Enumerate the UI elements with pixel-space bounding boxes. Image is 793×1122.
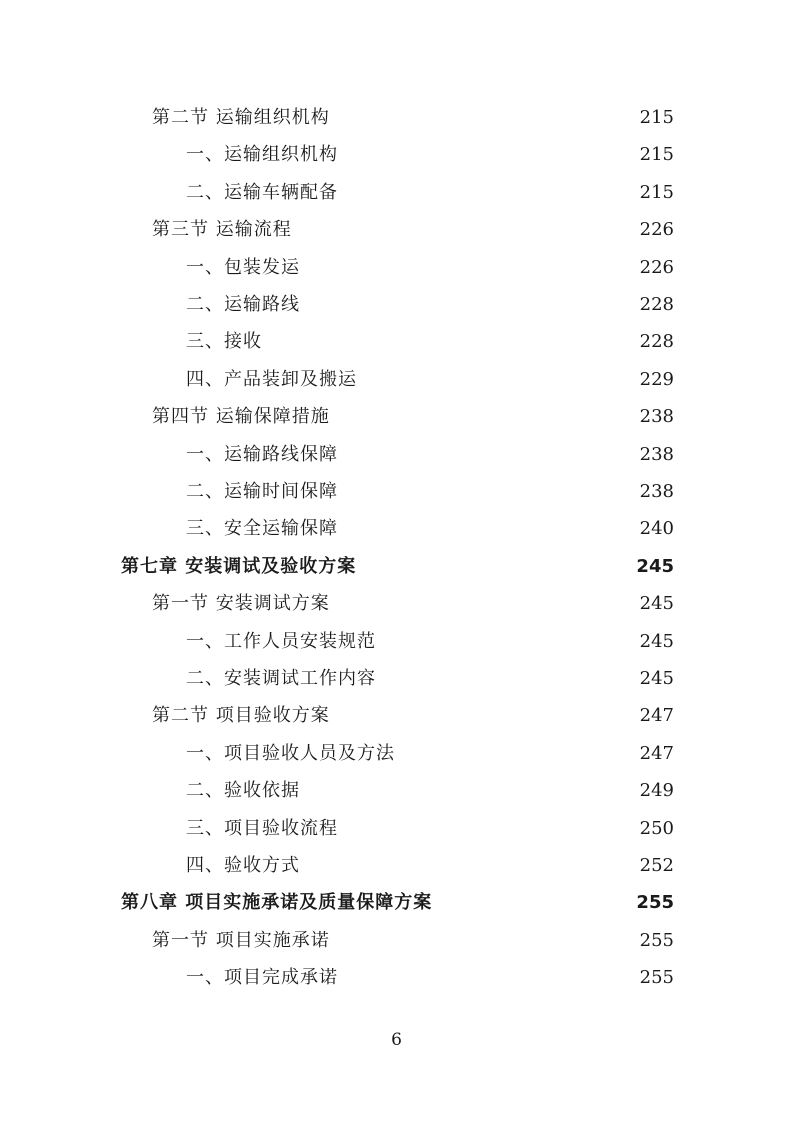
toc-section-entry[interactable]	[152, 926, 674, 956]
toc-dot-leader	[344, 140, 634, 170]
toc-dot-leader	[344, 963, 634, 993]
toc-dot-leader	[336, 701, 634, 731]
toc-entry-page: 238	[639, 443, 674, 465]
toc-dot-leader	[298, 215, 634, 245]
toc-dot-leader	[401, 739, 634, 769]
toc-subsection-entry[interactable]	[186, 851, 674, 881]
toc-dot-leader	[336, 926, 634, 956]
toc-dot-leader	[306, 776, 634, 806]
toc-entry-title: 第四节 运输保障措施	[152, 406, 330, 428]
toc-entry-page: 226	[639, 256, 674, 278]
toc-section-entry[interactable]	[152, 215, 674, 245]
toc-entry-title: 第七章 安装调试及验收方案	[121, 555, 357, 577]
toc-entry-page: 255	[636, 892, 674, 914]
toc-subsection-entry[interactable]	[186, 178, 674, 208]
toc-entry-title: 三、项目验收流程	[186, 817, 338, 839]
toc-entry-page: 250	[639, 817, 674, 839]
toc-entry-page: 228	[639, 331, 674, 353]
toc-entry-page: 226	[639, 219, 674, 241]
toc-dot-leader	[344, 178, 634, 208]
toc-entry-title: 第一节 项目实施承诺	[152, 929, 330, 951]
toc-entry-page: 215	[639, 107, 674, 128]
toc-subsection-entry[interactable]	[186, 290, 674, 320]
toc-entry-title: 一、运输路线保障	[186, 443, 338, 465]
toc-entry-page: 247	[639, 742, 674, 764]
toc-dot-leader	[336, 103, 634, 133]
toc-chapter-entry[interactable]	[121, 552, 674, 582]
toc-subsection-entry[interactable]	[186, 327, 674, 357]
toc-subsection-entry[interactable]	[186, 963, 674, 993]
toc-entry-title: 一、运输组织机构	[186, 144, 338, 166]
toc-entry-title: 第二节 运输组织机构	[152, 107, 330, 128]
toc-dot-leader	[306, 851, 634, 881]
toc-entry-page: 252	[639, 855, 674, 876]
toc-entry-title: 一、包装发运	[186, 256, 300, 278]
toc-subsection-entry[interactable]	[186, 814, 674, 844]
toc-entry-title: 四、验收方式	[186, 855, 300, 876]
toc-entry-page: 238	[639, 406, 674, 428]
toc-subsection-entry[interactable]	[186, 140, 674, 170]
toc-dot-leader	[382, 627, 634, 657]
toc-dot-leader	[344, 514, 634, 544]
toc-entry-page: 229	[639, 368, 674, 390]
toc-entry-title: 二、运输时间保障	[186, 481, 338, 502]
toc-entry-page: 215	[639, 181, 674, 203]
toc-entry-page: 245	[639, 593, 674, 615]
toc-dot-leader	[344, 814, 634, 844]
toc-section-entry[interactable]	[152, 589, 674, 619]
page-number: 6	[391, 1030, 402, 1050]
toc-entry-title: 第三节 运输流程	[152, 219, 292, 241]
toc-entry-page: 249	[639, 780, 674, 802]
toc-subsection-entry[interactable]	[186, 477, 674, 507]
toc-dot-leader	[268, 327, 634, 357]
toc-entry-page: 238	[639, 481, 674, 502]
toc-dot-leader	[336, 402, 634, 432]
toc-entry-page: 240	[639, 518, 674, 540]
toc-section-entry[interactable]	[152, 701, 674, 731]
toc-entry-title: 二、运输车辆配备	[186, 181, 338, 203]
toc-entry-page: 215	[639, 144, 674, 166]
toc-entry-title: 二、安装调试工作内容	[186, 668, 376, 689]
toc-entry-title: 第八章 项目实施承诺及质量保障方案	[121, 892, 433, 914]
toc-entry-page: 245	[639, 668, 674, 689]
toc-subsection-entry[interactable]	[186, 440, 674, 470]
toc-entry-page: 255	[639, 929, 674, 951]
toc-entry-page: 245	[636, 555, 674, 577]
toc-subsection-entry[interactable]	[186, 664, 674, 694]
toc-dot-leader	[306, 253, 634, 283]
toc-subsection-entry[interactable]	[186, 514, 674, 544]
toc-entry-title: 三、安全运输保障	[186, 518, 338, 540]
toc-section-entry[interactable]	[152, 103, 674, 133]
toc-subsection-entry[interactable]	[186, 739, 674, 769]
toc-entry-title: 一、工作人员安装规范	[186, 630, 376, 652]
toc-chapter-entry[interactable]	[121, 888, 674, 918]
toc-subsection-entry[interactable]	[186, 627, 674, 657]
toc-entry-title: 二、验收依据	[186, 780, 300, 802]
toc-dot-leader	[336, 589, 634, 619]
toc-entry-page: 247	[639, 705, 674, 727]
toc-subsection-entry[interactable]	[186, 253, 674, 283]
toc-subsection-entry[interactable]	[186, 776, 674, 806]
toc-entry-title: 四、产品装卸及搬运	[186, 368, 357, 390]
toc-entry-title: 三、接收	[186, 331, 262, 353]
toc-section-entry[interactable]	[152, 402, 674, 432]
toc-dot-leader	[344, 477, 634, 507]
toc-dot-leader	[438, 888, 630, 918]
toc-dot-leader	[306, 290, 634, 320]
toc-dot-leader	[362, 552, 630, 582]
toc-dot-leader	[344, 440, 634, 470]
toc-entry-page: 245	[639, 630, 674, 652]
toc-entry-page: 255	[639, 967, 674, 989]
toc-dot-leader	[363, 365, 634, 395]
toc-entry-title: 第二节 项目验收方案	[152, 705, 330, 727]
toc-entry-title: 二、运输路线	[186, 294, 300, 315]
toc-entry-title: 第一节 安装调试方案	[152, 593, 330, 615]
toc-subsection-entry[interactable]	[186, 365, 674, 395]
toc-dot-leader	[382, 664, 634, 694]
toc-entry-title: 一、项目验收人员及方法	[186, 742, 395, 764]
toc-entry-page: 228	[639, 294, 674, 315]
toc-entry-title: 一、项目完成承诺	[186, 967, 338, 989]
